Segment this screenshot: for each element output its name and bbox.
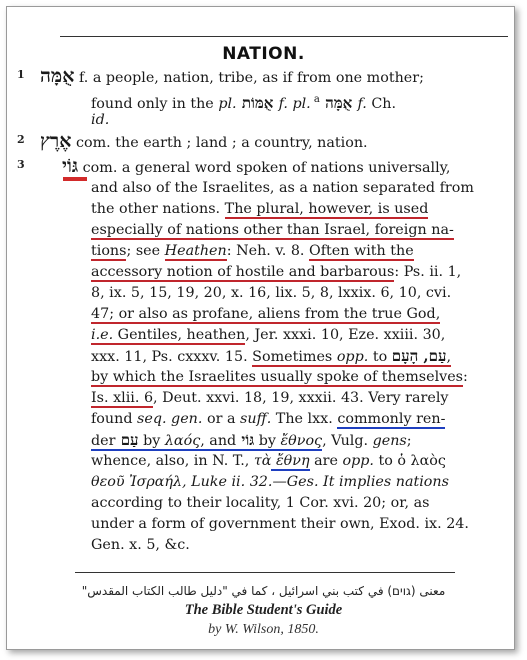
entry3-line12: Is. xlii. 6, Deut. xxvi. 18, 19, xxxii. 43. Very rarely	[91, 390, 449, 406]
page-title: NATION.	[222, 44, 305, 64]
entry3-line11: by which the Israelites usually spoke of themselves:	[91, 369, 468, 385]
entry3-line1: גּוֹי com. a general word spoken of nations universally,	[62, 155, 451, 177]
entry-number-2: 2	[17, 133, 25, 146]
entry3-line5: tions; see Heathen: Neh. v. 8. Often with the	[91, 243, 414, 259]
entry3-line16: θεοῦ Ἰσραήλ, Luke ii. 32.—Ges. It implies nations	[91, 474, 449, 490]
hebrew-word: גּוֹי	[62, 155, 79, 177]
entry3-line8: 47; or also as profane, aliens from the true God,	[91, 306, 441, 322]
entry3-line2: and also of the Israelites, as a nation separated from	[91, 180, 474, 196]
entry2-line1: אֶרֶץ com. the earth ; land ; a country, nation.	[40, 130, 368, 152]
entry3-line3: the other nations. The plural, however, is used	[91, 201, 429, 217]
hebrew-word: אֶרֶץ	[40, 130, 72, 152]
book-byline: by W. Wilson, 1850.	[208, 622, 319, 637]
entry1-line3: id.	[91, 112, 110, 128]
hebrew-word: אֻמָּה	[40, 65, 75, 87]
entry3-line14: der עַם by λαός, and גּוֹי by ἔθνος, Vulg. gens;	[91, 431, 412, 449]
entry3-line6: accessory notion of hostile and barbarous: Ps. ii. 1,	[91, 264, 462, 280]
entry1-line1: אֻמָּה f. a people, nation, tribe, as if from one mother;	[40, 65, 424, 87]
entry3-line18: under a form of government their own, Exod. ix. 24.	[91, 516, 469, 532]
entry3-line4: especially of nations other than Israel, foreign na-	[91, 222, 454, 238]
entry3-line9: i.e. Gentiles, heathen, Jer. xxxi. 10, Eze. xxiii. 30,	[91, 327, 446, 343]
entry-number-3: 3	[17, 158, 25, 171]
top-rule	[60, 36, 508, 37]
bottom-rule	[75, 572, 455, 573]
arabic-caption: معنى (גוים) في كتب بني اسرائيل ، كما في "دليل طالب الكتاب المقدس"	[81, 584, 446, 598]
entry1-line2: found only in the pl. אֻמּוֹת f. pl. $^a$ אֻמָּה f. Ch.	[91, 93, 397, 112]
entry3-line7: 8, ix. 5, 15, 19, 20, x. 16, lix. 5, 8, lxxix. 6, 10, cvi.	[91, 285, 452, 301]
entry3-line13: found seq. gen. or a suff. The lxx. commonly ren-	[91, 411, 446, 427]
entry3-line17: according to their locality, 1 Cor. xvi. 20; or, as	[91, 495, 430, 511]
entry3-line19: Gen. x. 5, &c.	[91, 537, 190, 553]
entry3-line10: xxx. 11, Ps. cxxxv. 15. Sometimes opp. to עַם, הָעָם,	[91, 347, 452, 365]
book-title: The Bible Student's Guide	[184, 602, 343, 618]
entry3-line15: whence, also, in N. T., τὰ ἔθνη are opp. to ὁ λαὸς	[91, 453, 446, 469]
entry-number-1: 1	[17, 68, 25, 81]
